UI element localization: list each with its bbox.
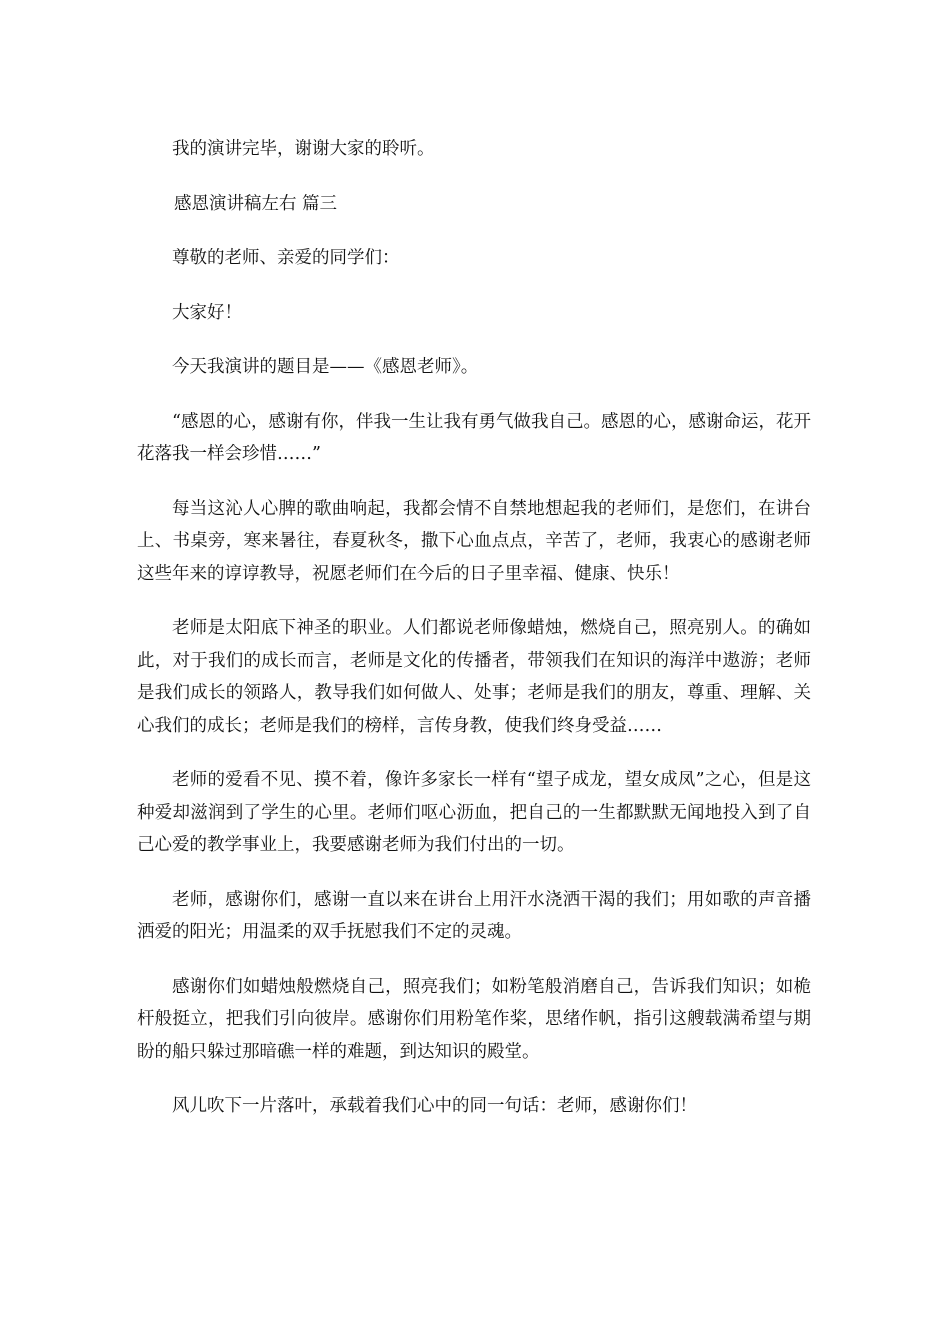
salutation: 尊敬的老师、亲爱的同学们： [172, 248, 400, 268]
body-paragraph: 感谢你们如蜡烛般燃烧自己，照亮我们；如粉笔般消磨自己，告诉我们知识；如桅杆般挺立，把我们引向彼岸。感谢你们用粉笔作桨，思绪作帆，指引这艘载满希望与期盼的船只躲过那暗礁一样的难题，到达知识的殿堂。 [137, 976, 811, 1062]
section-heading: 感恩演讲稿左右 篇三 [174, 193, 338, 214]
final-paragraph: 风儿吹下一片落叶，承载着我们心中的同一句话：老师，感谢你们！ [172, 1096, 697, 1116]
speech-topic: 今天我演讲的题目是——《感恩老师》。 [172, 357, 479, 377]
greeting: 大家好！ [172, 302, 242, 323]
body-paragraph: 老师的爱看不见、摸不着，像许多家长一样有“望子成龙，望女成凤”之心，但是这种爱却滋润到了学生的心里。老师们呕心沥血，把自己的一生都默默无闻地投入到了自己心爱的教学事业上，我要感谢老师为我们付出的一切。 [137, 770, 811, 855]
song-quote: “感恩的心，感谢有你，伴我一生让我有勇气做我自己。感恩的心，感谢命运，花开花落我一样会珍惜……” [137, 411, 811, 464]
body-paragraph: 老师，感谢你们，感谢一直以来在讲台上用汗水浇洒干渴的我们；用如歌的声音播洒爱的阳光；用温柔的双手抚慰我们不定的灵魂。 [137, 889, 811, 942]
body-paragraph: 老师是太阳底下神圣的职业。人们都说老师像蜡烛，燃烧自己，照亮别人。的确如此，对于我们的成长而言，老师是文化的传播者，带领我们在知识的海洋中遨游；老师是我们成长的领路人，教导我们如何做人、处事；老师是我们的朋友，尊重、理解、关心我们的成长；老师是我们的榜样，言传身教，使我们终身受益…… [137, 618, 811, 736]
closing-line: 我的演讲完毕，谢谢大家的聆听。 [172, 139, 435, 159]
document-body [137, 133, 811, 1145]
body-paragraph: 每当这沁人心脾的歌曲响起，我都会情不自禁地想起我的老师们，是您们，在讲台上、书桌旁，寒来暑往，春夏秋冬，撒下心血点点，辛苦了，老师，我衷心的感谢老师这些年来的谆谆教导，祝愿老师们在今后的日子里幸福、健康、快乐！ [137, 498, 811, 584]
